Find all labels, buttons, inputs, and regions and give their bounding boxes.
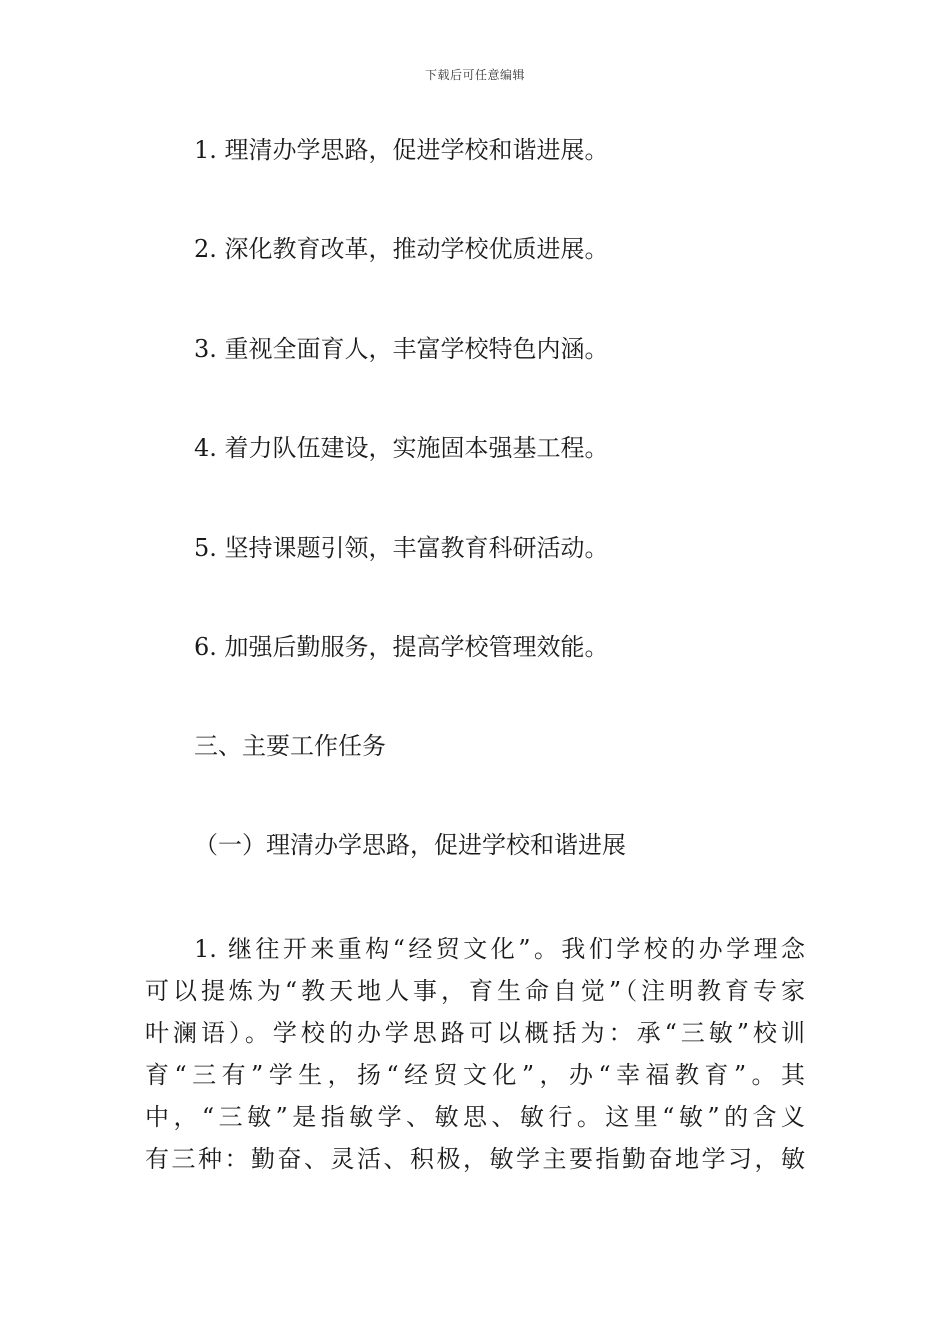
- paragraph-line: 1. 继往开来重构“经贸文化”。我们学校的办学理念: [194, 935, 805, 963]
- body-paragraph: [145, 928, 805, 1180]
- list-item-6: 6. 加强后勤服务，提高学校管理效能。: [194, 633, 609, 661]
- list-item-3: 3. 重视全面育人，丰富学校特色内涵。: [194, 335, 609, 363]
- section-subtitle: （一）理清办学思路，促进学校和谐进展: [194, 831, 626, 859]
- header-note: 下载后可任意编辑: [424, 68, 525, 82]
- paragraph-line: 中，“三敏”是指敏学、敏思、敏行。这里“敏”的含义: [145, 1103, 805, 1131]
- paragraph-line: 有三种：勤奋、灵活、积极，敏学主要指勤奋地学习，敏: [145, 1145, 805, 1173]
- paragraph-line: 可以提炼为“教天地人事，育生命自觉”（注明教育专家: [145, 977, 805, 1005]
- paragraph-line: 叶澜语）。学校的办学思路可以概括为：承“三敏”校训: [145, 1019, 805, 1047]
- list-item-1: 1. 理清办学思路，促进学校和谐进展。: [194, 136, 609, 164]
- list-item-5: 5. 坚持课题引领，丰富教育科研活动。: [194, 534, 609, 562]
- list-item-4: 4. 着力队伍建设，实施固本强基工程。: [194, 434, 609, 462]
- paragraph-line: 育“三有”学生，扬“经贸文化”，办“幸福教育”。其: [145, 1061, 805, 1089]
- list-item-2: 2. 深化教育改革，推动学校优质进展。: [194, 235, 609, 263]
- section-title: 三、主要工作任务: [194, 732, 386, 760]
